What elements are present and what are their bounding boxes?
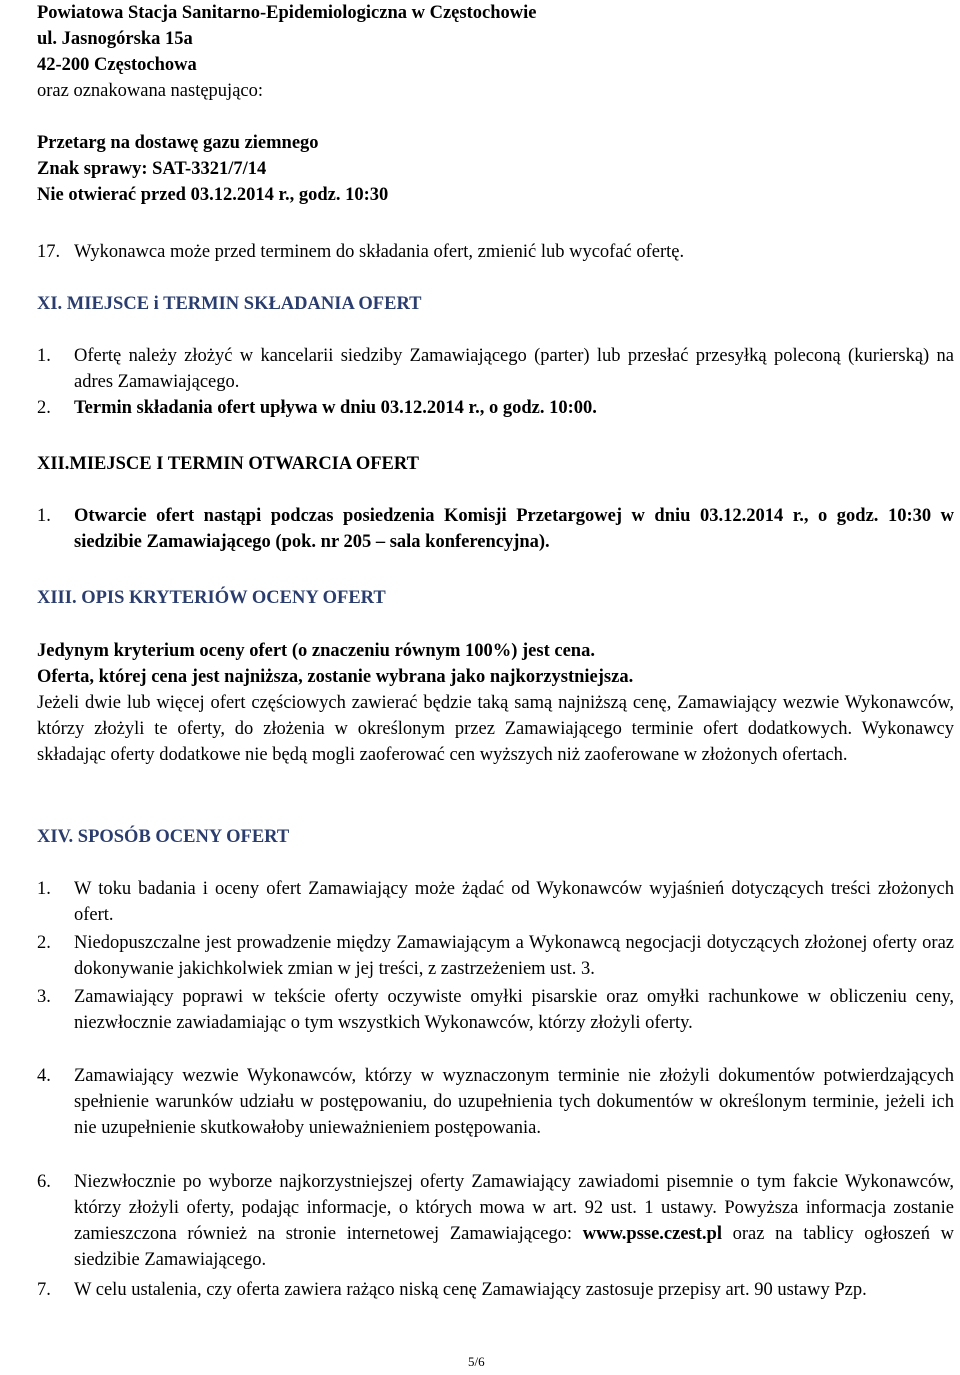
item-number: 6.: [37, 1172, 51, 1192]
marking-intro: oraz oznakowana następująco:: [37, 81, 264, 101]
paragraph: [37, 690, 954, 768]
paragraph-text: Jeżeli dwie lub więcej ofert częściowych zawierać będzie taką samą najniższą cenę, Zamawiający wezwie Wykonawców, którzy złożyli te oferty, do złożenia w określonym przez Zamawiającego terminie ofert dodatkowych. Wykonawcy składając oferty dodatkowe nie będą mogli zaoferować cen wyższych niż zaoferowane w złożonych ofertach.: [37, 693, 954, 765]
page-number: 5/6: [468, 1354, 485, 1369]
item-text: Ofertę należy złożyć w kancelarii siedziby Zamawiającego (parter) lub przesłać przesyłką poleconą (kurierską) na adres Zamawiającego.: [74, 346, 954, 392]
item-number: 7.: [37, 1280, 51, 1300]
section-heading-xii: XII.MIEJSCE I TERMIN OTWARCIA OFERT: [37, 454, 419, 474]
item-text: W toku badania i oceny ofert Zamawiający może żądać od Wykonawców wyjaśnień dotyczących treści złożonych ofert.: [74, 879, 954, 925]
marking-line-3: Nie otwierać przed 03.12.2014 r., godz. 10:30: [37, 185, 389, 205]
section-heading-xiv: XIV. SPOSÓB OCENY OFERT: [37, 827, 290, 847]
item-number: 4.: [37, 1066, 51, 1086]
section-heading-xiii: XIII. OPIS KRYTERIÓW OCENY OFERT: [37, 588, 386, 608]
list-item: [37, 239, 954, 265]
item-text: Niedopuszczalne jest prowadzenie między Zamawiającym a Wykonawcą negocjacji dotyczących złożonej oferty oraz dokonywanie jakichkolwiek zmian w jej treści, z zastrzeżeniem ust. 3.: [74, 933, 954, 979]
item-text: Termin składania ofert upływa w dniu 03.12.2014 r., o godz. 10:00.: [74, 398, 597, 418]
website-link[interactable]: www.psse.czest.pl: [582, 1224, 722, 1244]
list-item: [37, 503, 954, 555]
criterion-line: Oferta, której cena jest najniższa, zostanie wybrana jako najkorzystniejsza.: [37, 667, 634, 687]
item-number: 3.: [37, 987, 51, 1007]
list-item: [37, 984, 954, 1036]
item-text-start: Niezwłocznie po wyborze najkorzystniejszej oferty Zamawiający zawiadomi pisemnie o tym fakcie Wykonawców, którzy złożyli oferty, podając informacje, o których mowa w art. 92 ust. 1 ustawy. Powyższa informacja zostanie zamieszczona również na stronie internetowej Zamawiającego:: [74, 1172, 954, 1244]
list-item: [37, 876, 954, 928]
list-item: [37, 395, 954, 421]
criterion-line: Jedynym kryterium oceny ofert (o znaczeniu równym 100%) jest cena.: [37, 641, 595, 661]
item-number: 1.: [37, 879, 51, 899]
recipient-city: 42-200 Częstochowa: [37, 55, 197, 75]
item-number: 17.: [37, 242, 61, 262]
marking-line-2: Znak sprawy: SAT-3321/7/14: [37, 159, 267, 179]
list-item: [37, 1169, 954, 1273]
item-number: 1.: [37, 346, 51, 366]
item-number: 1.: [37, 506, 51, 526]
list-item: [37, 1277, 954, 1303]
list-item: [37, 1063, 954, 1141]
item-text: Otwarcie ofert nastąpi podczas posiedzenia Komisji Przetargowej w dniu 03.12.2014 r., o godz. 10:30 w siedzibie Zamawiającego (pok. nr 205 – sala konferencyjna).: [74, 506, 954, 552]
item-text: Wykonawca może przed terminem do składania ofert, zmienić lub wycofać ofertę.: [74, 242, 685, 262]
marking-line-1: Przetarg na dostawę gazu ziemnego: [37, 133, 319, 153]
list-item: [37, 930, 954, 982]
item-number: 2.: [37, 398, 51, 418]
recipient-name: Powiatowa Stacja Sanitarno-Epidemiologiczna w Częstochowie: [37, 3, 537, 23]
item-number: 2.: [37, 933, 51, 953]
item-text: [37, 1169, 954, 1273]
item-text-end: oraz na tablicy ogłoszeń w siedzibie Zamawiającego.: [74, 1224, 954, 1270]
item-text: Zamawiający poprawi w tekście oferty oczywiste omyłki pisarskie oraz omyłki rachunkowe w obliczeniu ceny, niezwłocznie zawiadamiając o tym wszystkich Wykonawców, którzy złożyli oferty.: [74, 987, 954, 1033]
list-item: [37, 343, 954, 395]
item-text: W celu ustalenia, czy oferta zawiera rażąco niską cenę Zamawiający zastosuje przepisy art. 90 ustawy Pzp.: [74, 1280, 867, 1300]
item-text: Zamawiający wezwie Wykonawców, którzy w wyznaczonym terminie nie złożyli dokumentów potwierdzających spełnienie warunków udziału w postępowaniu, do uzupełnienia tych dokumentów w określonym terminie, jeżeli ich nie uzupełnienie skutkowałoby unieważnieniem postępowania.: [74, 1066, 954, 1138]
section-heading-xi: XI. MIEJSCE i TERMIN SKŁADANIA OFERT: [37, 294, 422, 314]
recipient-street: ul. Jasnogórska 15a: [37, 29, 193, 49]
